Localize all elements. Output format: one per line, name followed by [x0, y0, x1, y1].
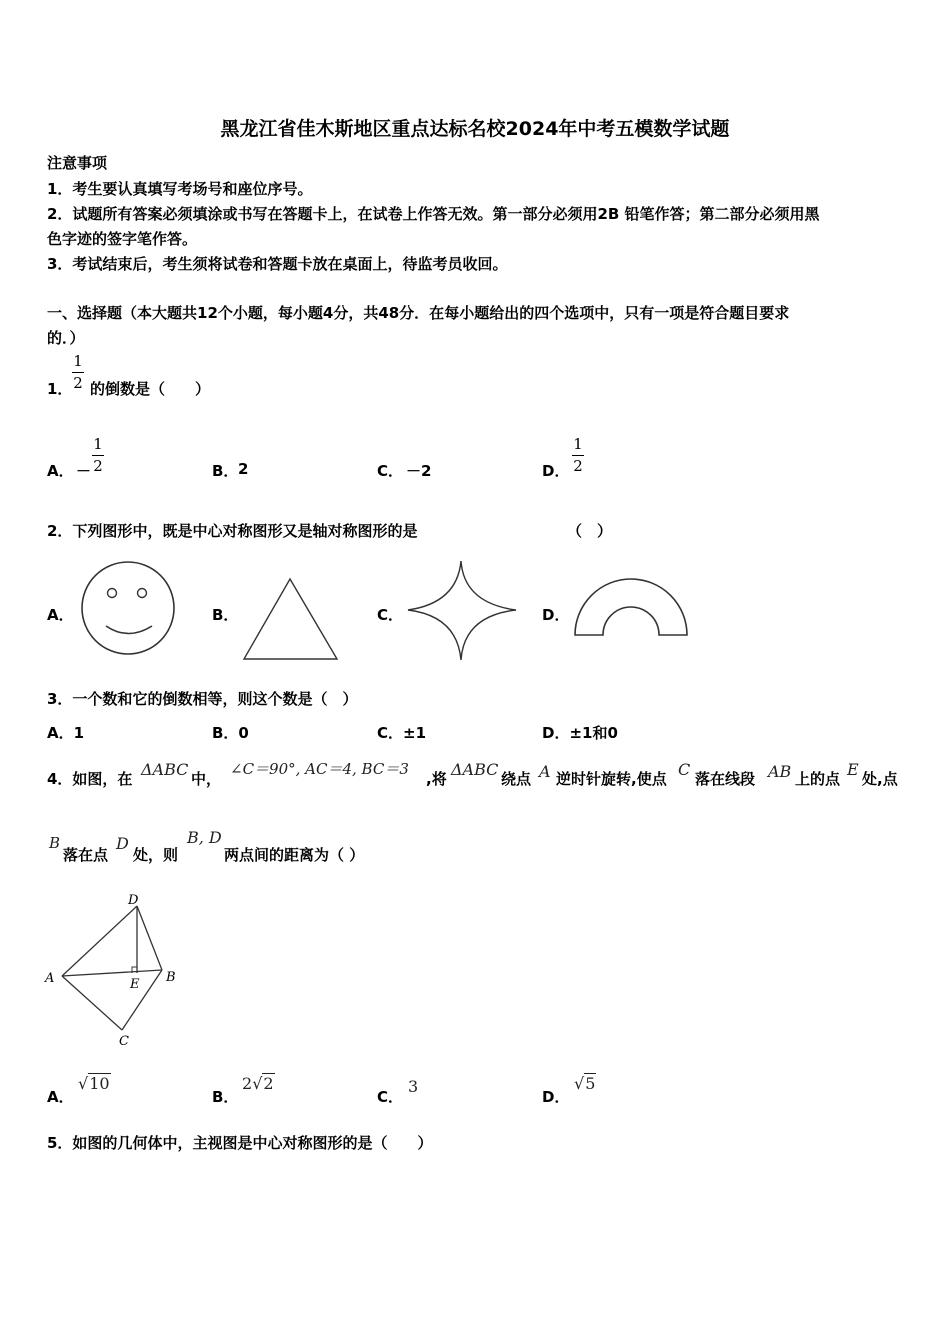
- q2-option-a-label: A．: [47, 606, 74, 624]
- q4-math-c: C: [678, 760, 691, 779]
- q4-option-d-sqrt: √5: [574, 1074, 596, 1093]
- q4-text-1: 中，: [191, 770, 222, 788]
- q1-stem: 的倒数是（ ）: [90, 380, 211, 398]
- q4-text-6: 上的点: [795, 770, 841, 788]
- q4-text-8: 落在点: [63, 846, 109, 864]
- smiley-face-icon: [76, 556, 180, 660]
- q1-option-d-label: D．: [542, 462, 570, 480]
- q1-option-a-fraction: $\frac{1}{2}$: [93, 435, 103, 475]
- q1-option-b-label: B．: [212, 462, 239, 480]
- notice-item-2-cont: 色字迹的签字笔作答。: [47, 230, 198, 248]
- label-a: A: [45, 971, 55, 986]
- q4-option-d-label: D．: [542, 1088, 570, 1106]
- q2-option-b-label: B．: [212, 606, 239, 624]
- q2-paren: （ ）: [567, 522, 613, 540]
- half-ring-icon: [570, 572, 692, 642]
- section-heading: 一、选择题（本大题共12个小题，每小题4分，共48分．在每小题给出的四个选项中，只有一项是符合题目要求: [47, 304, 790, 322]
- q4-math-a: A: [539, 762, 551, 781]
- q1-option-c-text: －2: [406, 462, 432, 480]
- q4-math-e: E: [847, 760, 859, 779]
- section-heading-cont: 的．）: [47, 329, 85, 347]
- q4-math-triangle-2: ΔABC: [451, 760, 499, 779]
- q4-option-c-text: 3: [408, 1077, 419, 1096]
- q4-option-a-label: A．: [47, 1088, 74, 1106]
- q4-math-b: B: [49, 834, 61, 852]
- notice-heading: 注意事项: [47, 154, 108, 172]
- q1-option-d-fraction: $\frac{1}{2}$: [573, 435, 583, 475]
- q4-text-10: 两点间的距离为（ ）: [224, 846, 365, 864]
- q3-option-a: A．1: [47, 724, 85, 742]
- triangle-icon: [240, 574, 342, 664]
- q1-number: 1．: [47, 380, 73, 398]
- q3-stem: 3．一个数和它的倒数相等，则这个数是（ ）: [47, 690, 358, 708]
- q4-text-7: 处,点: [862, 770, 898, 788]
- notice-item-1: 1．考生要认真填写考场号和座位序号。: [47, 180, 313, 198]
- q1-option-b-text: 2: [238, 460, 249, 478]
- label-c: C: [119, 1034, 129, 1049]
- q3-option-d: D．±1和0: [542, 724, 618, 742]
- q1-option-a-sign: －: [76, 462, 92, 480]
- q2-option-d-label: D．: [542, 606, 570, 624]
- q4-math-conditions: ∠C＝90°, AC＝4, BC＝3: [230, 760, 409, 778]
- q4-text-3: 绕点: [501, 770, 532, 788]
- q4-math-bd: B, D: [187, 828, 222, 847]
- q4-option-a-sqrt: √10: [78, 1074, 110, 1093]
- label-b: B: [166, 970, 176, 985]
- q2-stem: 2．下列图形中，既是中心对称图形又是轴对称图形的是: [47, 522, 418, 540]
- q5-stem: 5．如图的几何体中，主视图是中心对称图形的是（ ）: [47, 1134, 433, 1152]
- q4-math-d: D: [116, 834, 129, 853]
- label-e: E: [130, 977, 140, 992]
- q4-text-2: ,将: [426, 770, 447, 788]
- label-d: D: [128, 893, 139, 908]
- q2-option-c-label: C．: [377, 606, 404, 624]
- page-title: 黑龙江省佳木斯地区重点达标名校2024年中考五模数学试题: [220, 118, 730, 140]
- q1-option-c-label: C．: [377, 462, 404, 480]
- q3-option-c: C．±1: [377, 724, 427, 742]
- q4-text-5: 落在线段: [695, 770, 756, 788]
- four-point-star-icon: [404, 558, 520, 664]
- q4-text-9: 处，则: [133, 846, 179, 864]
- q1-fraction: $\frac{1}{2}$: [73, 352, 83, 392]
- notice-item-2: 2．试题所有答案必须填涂或书写在答题卡上，在试卷上作答无效。第一部分必须用2B 铅笔作答；第二部分必须用黑: [47, 205, 820, 223]
- q4-geometry-figure: [40, 890, 190, 1050]
- q4-math-triangle: ΔABC: [141, 760, 189, 779]
- q1-option-a-label: A．: [47, 462, 74, 480]
- q3-option-b: B．0: [212, 724, 249, 742]
- q4-math-ab: AB: [768, 762, 792, 781]
- q4-number: 4．如图，在: [47, 770, 133, 788]
- q4-text-4: 逆时针旋转,使点: [556, 770, 667, 788]
- q4-option-b-sqrt: 2√2: [242, 1074, 274, 1093]
- notice-item-3: 3．考试结束后，考生须将试卷和答题卡放在桌面上，待监考员收回。: [47, 255, 508, 273]
- q4-option-b-label: B．: [212, 1088, 239, 1106]
- q4-option-c-label: C．: [377, 1088, 404, 1106]
